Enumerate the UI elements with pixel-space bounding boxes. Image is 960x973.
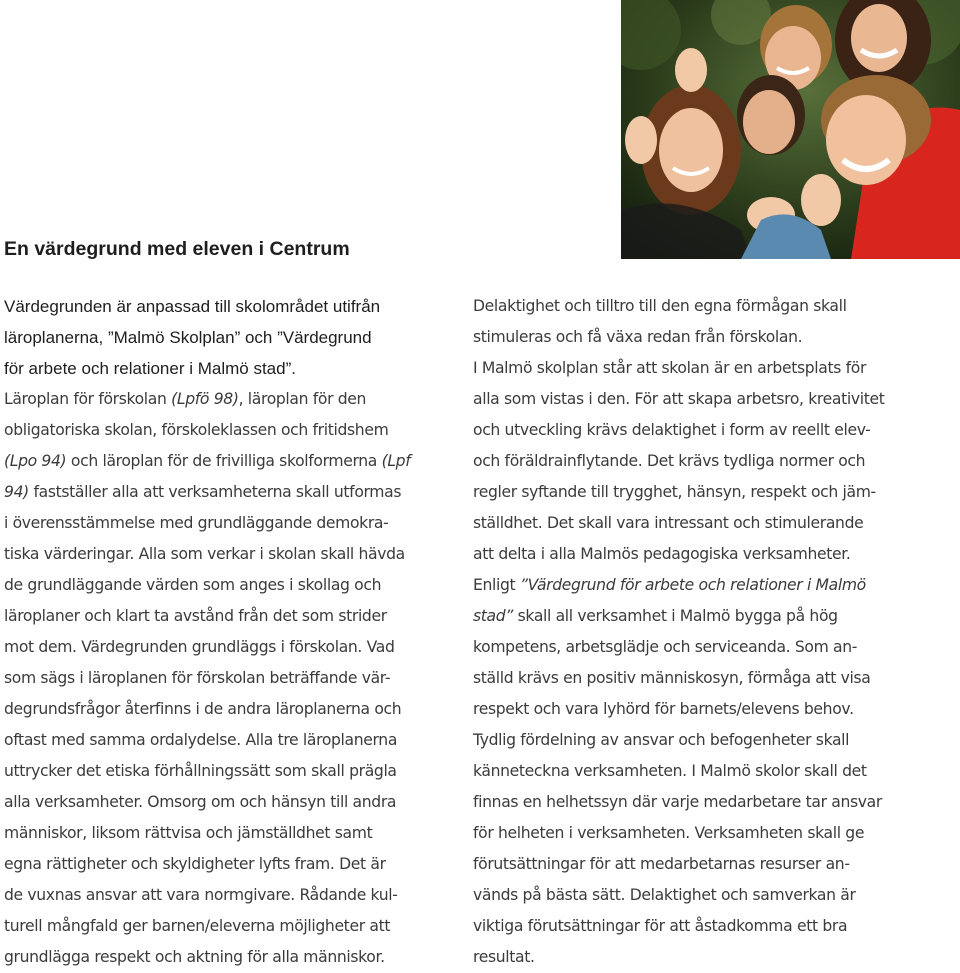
text-segment: resultat. bbox=[473, 948, 535, 966]
text-line bbox=[473, 446, 923, 477]
text-line bbox=[4, 446, 454, 477]
text-segment: fastställer alla att verksamheterna skall utformas bbox=[28, 483, 402, 501]
text-line bbox=[4, 415, 454, 446]
intro-paragraph bbox=[4, 291, 454, 384]
text-segment: obligatoriska skolan, förskoleklassen och fritidshem bbox=[4, 421, 389, 439]
right-body-text bbox=[473, 291, 923, 973]
text-segment: för helheten i verksamheten. Verksamheten skall ge bbox=[473, 824, 865, 842]
text-segment: finnas en helhetssyn där varje medarbetare tar ansvar bbox=[473, 793, 882, 811]
text-line bbox=[4, 539, 454, 570]
header-photo bbox=[621, 0, 960, 259]
text-line bbox=[4, 942, 454, 973]
text-line bbox=[473, 663, 923, 694]
text-segment: Enligt bbox=[473, 576, 520, 594]
text-line bbox=[4, 849, 454, 880]
text-segment: respekt och vara lyhörd för barnets/elevens behov. bbox=[473, 700, 854, 718]
text-line bbox=[473, 632, 923, 663]
text-segment: känneteckna verksamheten. I Malmö skolor skall det bbox=[473, 762, 867, 780]
text-segment: regler syftande till trygghet, hänsyn, respekt och jäm- bbox=[473, 483, 876, 501]
intro-line: för arbete och relationer i Malmö stad”. bbox=[4, 359, 296, 378]
text-segment: , läroplan för den bbox=[238, 390, 367, 408]
text-line bbox=[473, 384, 923, 415]
text-line bbox=[473, 601, 923, 632]
italic-text: ”Värdegrund för arbete och relationer i Malmö bbox=[519, 576, 866, 594]
page-title: En värdegrund med eleven i Centrum bbox=[4, 238, 350, 260]
text-segment: skall all verksamhet i Malmö bygga på hög bbox=[513, 607, 838, 625]
text-segment: de vuxnas ansvar att vara normgivare. Rådande kul- bbox=[4, 886, 398, 904]
text-line bbox=[4, 663, 454, 694]
text-segment: oftast med samma ordalydelse. Alla tre läroplanerna bbox=[4, 731, 398, 749]
text-line bbox=[4, 725, 454, 756]
text-segment: stimuleras och få växa redan från förskolan. bbox=[473, 328, 803, 346]
text-segment: de grundläggande värden som anges i skollag och bbox=[4, 576, 382, 594]
text-line bbox=[4, 632, 454, 663]
left-column bbox=[4, 291, 454, 973]
text-segment: grundlägga respekt och aktning för alla människor. bbox=[4, 948, 385, 966]
text-segment: läroplaner och klart ta avstånd från det som strider bbox=[4, 607, 387, 625]
group-photo-illustration bbox=[621, 0, 960, 259]
text-line bbox=[473, 756, 923, 787]
left-body-text bbox=[4, 384, 454, 973]
text-segment: kompetens, arbetsglädje och serviceanda. Som an- bbox=[473, 638, 858, 656]
italic-text: (Lpf bbox=[381, 452, 411, 470]
text-line bbox=[4, 756, 454, 787]
text-line bbox=[473, 694, 923, 725]
text-line bbox=[4, 818, 454, 849]
text-line bbox=[4, 787, 454, 818]
text-segment: Tydlig fördelning av ansvar och befogenheter skall bbox=[473, 731, 850, 749]
text-segment: och utveckling krävs delaktighet i form av reellt elev- bbox=[473, 421, 871, 439]
text-segment: mot dem. Värdegrunden grundläggs i förskolan. Vad bbox=[4, 638, 395, 656]
text-line bbox=[4, 911, 454, 942]
text-line bbox=[4, 694, 454, 725]
italic-text: stad” bbox=[473, 607, 514, 625]
text-line bbox=[473, 570, 923, 601]
right-column bbox=[473, 291, 923, 973]
italic-text: (Lpfö 98) bbox=[171, 390, 239, 408]
text-segment: som sägs i läroplanen för förskolan beträffande vär- bbox=[4, 669, 391, 687]
text-line bbox=[4, 570, 454, 601]
text-line bbox=[473, 787, 923, 818]
text-line bbox=[473, 508, 923, 539]
text-line bbox=[473, 353, 923, 384]
text-line bbox=[4, 477, 454, 508]
italic-text: 94) bbox=[4, 483, 29, 501]
text-line bbox=[473, 818, 923, 849]
text-segment: turell mångfald ger barnen/eleverna möjligheter att bbox=[4, 917, 391, 935]
text-segment: alla som vistas i den. För att skapa arbetsro, kreativitet bbox=[473, 390, 885, 408]
text-line bbox=[4, 508, 454, 539]
text-segment: egna rättigheter och skyldigheter lyfts fram. Det är bbox=[4, 855, 386, 873]
text-line bbox=[473, 539, 923, 570]
intro-line: Värdegrunden är anpassad till skolområdet utifrån bbox=[4, 297, 381, 316]
italic-text: (Lpo 94) bbox=[4, 452, 67, 470]
text-segment: ställd krävs en positiv människosyn, förmåga att visa bbox=[473, 669, 871, 687]
text-segment: i överensstämmelse med grundläggande demokra- bbox=[4, 514, 389, 532]
text-line bbox=[473, 725, 923, 756]
intro-line: läroplanerna, ”Malmö Skolplan” och ”Värdegrund bbox=[4, 328, 372, 347]
text-segment: alla verksamheter. Omsorg om och hänsyn till andra bbox=[4, 793, 397, 811]
text-segment: människor, liksom rättvisa och jämställdhet samt bbox=[4, 824, 373, 842]
text-line bbox=[4, 880, 454, 911]
text-line bbox=[473, 322, 923, 353]
text-line bbox=[473, 849, 923, 880]
text-segment: tiska värderingar. Alla som verkar i skolan skall hävda bbox=[4, 545, 405, 563]
text-segment: Läroplan för förskolan bbox=[4, 390, 172, 408]
text-line bbox=[4, 384, 454, 415]
text-line bbox=[473, 880, 923, 911]
text-segment: och föräldrainflytande. Det krävs tydliga normer och bbox=[473, 452, 866, 470]
text-line bbox=[473, 477, 923, 508]
text-segment: viktiga förutsättningar för att åstadkomma ett bra bbox=[473, 917, 848, 935]
text-segment: ställdhet. Det skall vara intressant och stimulerande bbox=[473, 514, 864, 532]
text-segment: vänds på bästa sätt. Delaktighet och samverkan är bbox=[473, 886, 856, 904]
text-segment: I Malmö skolplan står att skolan är en arbetsplats för bbox=[473, 359, 867, 377]
text-segment: Delaktighet och tilltro till den egna förmågan skall bbox=[473, 297, 847, 315]
text-segment: degrundsfrågor återfinns i de andra läroplanerna och bbox=[4, 700, 402, 718]
text-line bbox=[473, 291, 923, 322]
text-line bbox=[4, 601, 454, 632]
text-line bbox=[473, 911, 923, 942]
text-segment: uttrycker det etiska förhållningssätt som skall prägla bbox=[4, 762, 397, 780]
text-segment: förutsättningar för att medarbetarnas resurser an- bbox=[473, 855, 850, 873]
text-segment: och läroplan för de frivilliga skolformerna bbox=[66, 452, 382, 470]
text-line bbox=[473, 942, 923, 973]
text-segment: att delta i alla Malmös pedagogiska verksamheter. bbox=[473, 545, 851, 563]
text-line bbox=[473, 415, 923, 446]
